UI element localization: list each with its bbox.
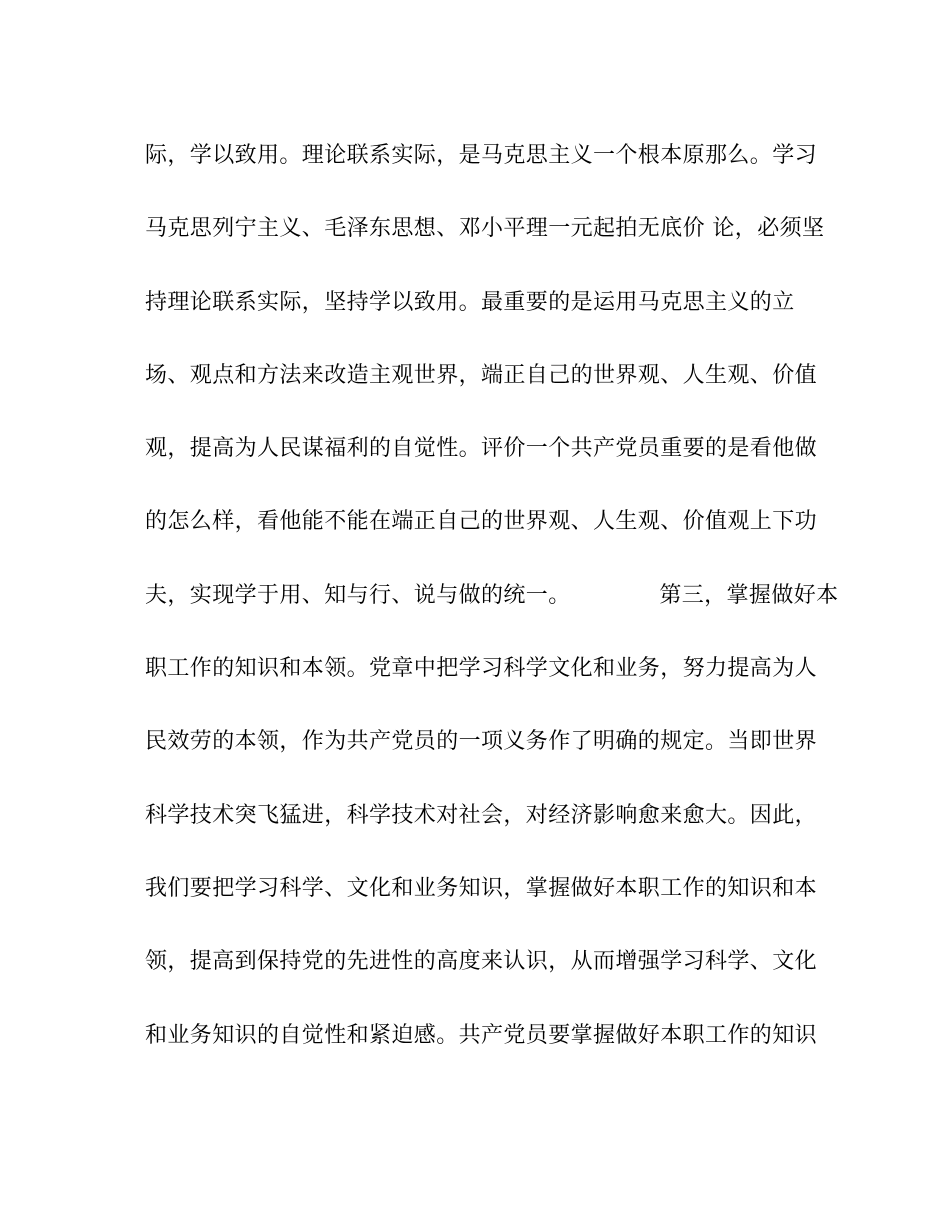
text-line: 和业务知识的自觉性和紧迫感。共产党员要掌握做好本职工作的知识 bbox=[145, 1022, 818, 1048]
text-line: 马克思列宁主义、毛泽东思想、邓小平理一元起拍无底价 论，必须坚 bbox=[145, 216, 825, 242]
text-line: 民效劳的本领，作为共产党员的一项义务作了明确的规定。当即世界 bbox=[145, 729, 818, 755]
text-line: 的怎么样，看他能不能在端正自己的世界观、人生观、价值观上下功 bbox=[145, 509, 818, 535]
text-line: 职工作的知识和本领。党章中把学习科学文化和业务，努力提高为人 bbox=[145, 656, 818, 682]
text-line: 科学技术突飞猛进，科学技术对社会，对经济影响愈来愈大。因此， bbox=[145, 802, 818, 828]
text-line: 领，提高到保持党的先进性的高度来认识，从而增强学习科学、文化 bbox=[145, 949, 818, 975]
text-line: 场、观点和方法来改造主观世界，端正自己的世界观、人生观、价值 bbox=[145, 362, 818, 388]
body-text bbox=[145, 136, 839, 1089]
text-line: 持理论联系实际，坚持学以致用。最重要的是运用马克思主义的立 bbox=[145, 289, 795, 315]
text-line: 观，提高为人民谋福利的自觉性。评价一个共产党员重要的是看他做 bbox=[145, 436, 818, 462]
text-line: 我们要把学习科学、文化和业务知识，掌握做好本职工作的知识和本 bbox=[145, 875, 818, 901]
text-line: 际，学以致用。理论联系实际，是马克思主义一个根本原那么。学习 bbox=[145, 143, 818, 168]
text-line: 夫，实现学于用、知与行、说与做的统一。 第三，掌握做好本 bbox=[145, 582, 839, 608]
